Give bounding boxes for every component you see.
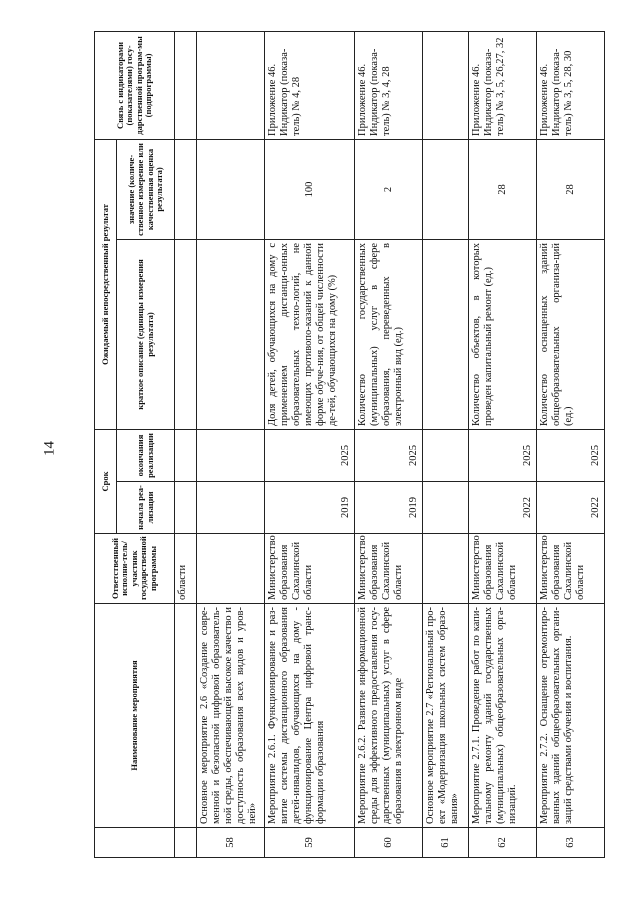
row-value: 2 xyxy=(355,139,423,239)
row-link: Приложение 46. Индикатор (показа-тель) № 3, 5, 26,27, 32 xyxy=(469,31,537,139)
row-start: 2022 xyxy=(469,482,537,534)
row-responsible: Министерство образования Сахалинской области xyxy=(537,534,605,604)
header-expected: Ожидаемый непосредственный результат xyxy=(95,139,117,429)
activities-table xyxy=(94,31,605,858)
header-responsible: Ответственный исполни-тель/участник государственной программы xyxy=(95,534,175,604)
header-value: значение (количе-ственное измерение или качественная оценка результата) xyxy=(117,139,175,239)
row-desc xyxy=(175,239,197,429)
row-num: 62 xyxy=(469,828,537,858)
row-value: 100 xyxy=(265,139,355,239)
row-end: 2025 xyxy=(355,429,423,481)
row-value: 28 xyxy=(537,139,605,239)
row-num: 59 xyxy=(265,828,355,858)
row-start: 2022 xyxy=(537,482,605,534)
header-row-1 xyxy=(95,31,117,857)
header-num xyxy=(95,828,175,858)
table-row xyxy=(469,31,537,857)
row-end: 2025 xyxy=(265,429,355,481)
row-responsible: Министерство образования Сахалинской области xyxy=(469,534,537,604)
row-end: 2025 xyxy=(537,429,605,481)
row-value xyxy=(175,139,197,239)
page-number: 14 xyxy=(41,441,58,456)
table-row xyxy=(197,31,265,857)
row-start: 2019 xyxy=(265,482,355,534)
row-link xyxy=(423,31,469,139)
header-start: начала реа-лизации xyxy=(117,482,175,534)
row-name: Основное мероприятие 2.6 «Создание совре-менной и безопасной цифровой образователь-ной среды, обеспечивающей высокое качество и доступность образования всех видов и уров-ней» xyxy=(197,604,265,828)
row-end: 2025 xyxy=(469,429,537,481)
rotated-table-container xyxy=(94,32,604,858)
table-row xyxy=(537,31,605,857)
row-link: Приложение 46. Индикатор (показа-тель) № 3, 5, 28, 30 xyxy=(537,31,605,139)
row-link: Приложение 46. Индикатор (показа-тель) № 3, 4, 28 xyxy=(355,31,423,139)
row-responsible: Министерство образования Сахалинской области xyxy=(265,534,355,604)
row-name xyxy=(175,604,197,828)
row-desc: Количество государственных (муниципальных) услуг в сфере образования, переведенных в электронный вид (ед.) xyxy=(355,239,423,429)
row-desc: Количество объектов, в которых проведен капитальный ремонт (ед.) xyxy=(469,239,537,429)
row-num: 60 xyxy=(355,828,423,858)
table-row xyxy=(265,31,355,857)
row-link xyxy=(197,31,265,139)
row-desc: Доля детей, обучающихся на дому с применением дистанци-онных образовательных техно-логий, не имеющих противопо-казаний к данной форме обуче-ния, от общей численности де-тей, обучающихся на дому (%) xyxy=(265,239,355,429)
header-desc: краткое описание (единицы измерения результата) xyxy=(117,239,175,429)
row-end xyxy=(197,429,265,481)
row-name: Мероприятие 2.7.1. Проведение работ по капи-тальному ремонту зданий государственных (муниципальных) общеобразовательных орга-низаций. xyxy=(469,604,537,828)
row-name: Мероприятие 2.7.2. Оснащение отремонтиро-ванных зданий общеобразовательных органи-заций средствами обучения и воспитания. xyxy=(537,604,605,828)
row-desc xyxy=(197,239,265,429)
row-num: 58 xyxy=(197,828,265,858)
row-start xyxy=(423,482,469,534)
row-name: Основное мероприятие 2.7 «Региональный про-ект «Модернизация школьных систем образо-вания» xyxy=(423,604,469,828)
row-desc: Количество оснащенных зданий общеобразовательных организа-ций (ед.) xyxy=(537,239,605,429)
row-num: 61 xyxy=(423,828,469,858)
row-end xyxy=(175,429,197,481)
table-row xyxy=(175,31,197,857)
row-num xyxy=(175,828,197,858)
row-name: Мероприятие 2.6.1. Функционирование и раз-витие системы дистанционного образования детей-инвалидов, обучающихся на дому - функционирование Центра цифровой транс-формации образования xyxy=(265,604,355,828)
row-start xyxy=(175,482,197,534)
row-responsible: Министерство образования Сахалинской области xyxy=(355,534,423,604)
row-value: 28 xyxy=(469,139,537,239)
header-link: Связь с индикаторами (показателями) госу-дарственной програм-мы (подпрограммы) xyxy=(95,31,175,139)
row-desc xyxy=(423,239,469,429)
table-row xyxy=(355,31,423,857)
row-link: Приложение 46. Индикатор (показа-тель) № 4, 28 xyxy=(265,31,355,139)
row-value xyxy=(423,139,469,239)
row-name: Мероприятие 2.6.2. Развитие информационной среды для эффективного предоставления госу-дарственных (муниципальных) услуг в сфере образования в электронном виде xyxy=(355,604,423,828)
row-responsible xyxy=(423,534,469,604)
row-responsible: области xyxy=(175,534,197,604)
header-term: Срок xyxy=(95,429,117,533)
row-end xyxy=(423,429,469,481)
row-start: 2019 xyxy=(355,482,423,534)
row-num: 63 xyxy=(537,828,605,858)
row-value xyxy=(197,139,265,239)
row-link xyxy=(175,31,197,139)
table-row xyxy=(423,31,469,857)
row-responsible xyxy=(197,534,265,604)
header-end: окончания реализации xyxy=(117,429,175,481)
row-start xyxy=(197,482,265,534)
header-name: Наименование мероприятия xyxy=(95,604,175,828)
